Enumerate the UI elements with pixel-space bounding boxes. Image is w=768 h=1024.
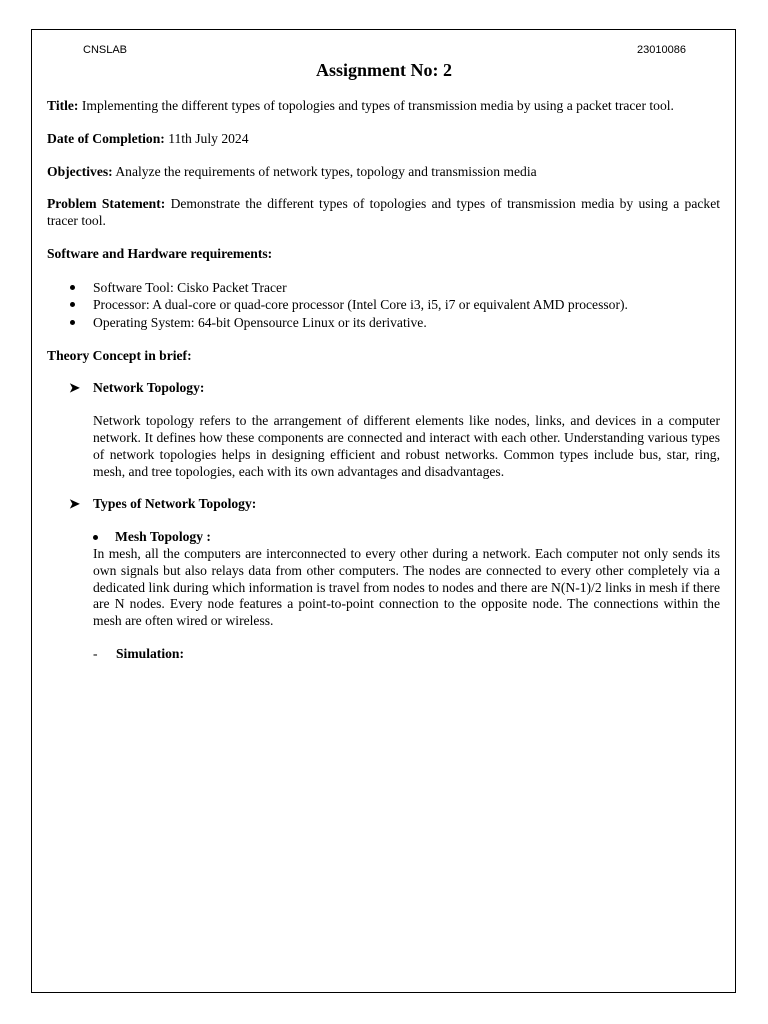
title-label: Title:	[47, 98, 79, 113]
bullet-icon	[70, 320, 75, 325]
list-item	[47, 279, 720, 297]
requirements-list	[47, 279, 720, 332]
problem-label: Problem Statement:	[47, 196, 166, 212]
title-text: Implementing the different types of topologies and types of transmission media by using a packet tracer tool.	[78, 98, 674, 113]
mesh-topology-heading	[47, 529, 720, 546]
date-paragraph	[47, 131, 720, 148]
requirements-heading	[47, 246, 720, 263]
problem-text: Demonstrate the different types of topologies and types of transmission media by using a packet tracer tool.	[47, 196, 720, 229]
document-body	[47, 98, 720, 663]
title-paragraph	[47, 98, 720, 115]
requirements-heading-text: Software and Hardware requirements:	[47, 245, 273, 261]
assignment-title: Assignment No: 2	[315, 60, 452, 80]
dash-bullet: -	[93, 645, 98, 661]
list-item-text: Processor: A dual-core or quad-core processor (Intel Core i3, i5, i7 or equivalent AMD processor).	[93, 297, 628, 313]
arrow-bullet-icon: ➤	[69, 380, 80, 396]
objectives-paragraph	[47, 164, 720, 181]
mesh-topology-text: In mesh, all the computers are interconnected to every other during a network. Each computer not only sends its own signals but also relays data from other computers. The nodes are connected to every other completely via a dedicated link during which information is travel from nodes to nodes and there are N(N-1)/2 links in mesh if there are N nodes. Every node features a point-to-point connection to the opposite node. The connections within the mesh are often wired or wireless.	[93, 545, 720, 629]
network-topology-heading-text: Network Topology:	[93, 380, 205, 396]
arrow-bullet-icon: ➤	[69, 496, 80, 512]
objectives-label: Objectives:	[47, 163, 113, 179]
header-roll-number: 23010086	[637, 44, 686, 56]
types-heading	[47, 496, 720, 513]
simulation-heading	[47, 646, 720, 663]
mesh-topology-heading-text: Mesh Topology :	[115, 529, 211, 545]
list-item-text: Software Tool: Cisko Packet Tracer	[93, 279, 287, 295]
types-heading-text: Types of Network Topology:	[93, 496, 257, 512]
theory-heading	[47, 348, 720, 365]
network-topology-text: Network topology refers to the arrangement of different elements like nodes, links, and devices in a computer network. It defines how these components are connected and interact with each other. Understanding various types of network topologies helps in designing efficient and robust networks. Common types include bus, star, ring, mesh, and tree topologies, each with its own advantages and disadvantages.	[93, 413, 720, 479]
header-course: CNSLAB	[83, 44, 128, 56]
simulation-heading-text: Simulation:	[116, 645, 184, 661]
list-item	[47, 296, 720, 314]
date-text: 11th July 2024	[164, 130, 249, 146]
bullet-icon	[70, 285, 75, 290]
bullet-icon	[70, 302, 75, 307]
objectives-text: Analyze the requirements of network types, topology and transmission media	[112, 163, 537, 179]
problem-paragraph	[47, 196, 720, 230]
list-item	[47, 314, 720, 332]
list-item-text: Operating System: 64-bit Opensource Linux or its derivative.	[93, 314, 427, 330]
bullet-icon	[93, 535, 98, 540]
date-label: Date of Completion:	[47, 130, 165, 146]
theory-heading-text: Theory Concept in brief:	[47, 347, 192, 363]
network-topology-heading	[47, 380, 720, 397]
